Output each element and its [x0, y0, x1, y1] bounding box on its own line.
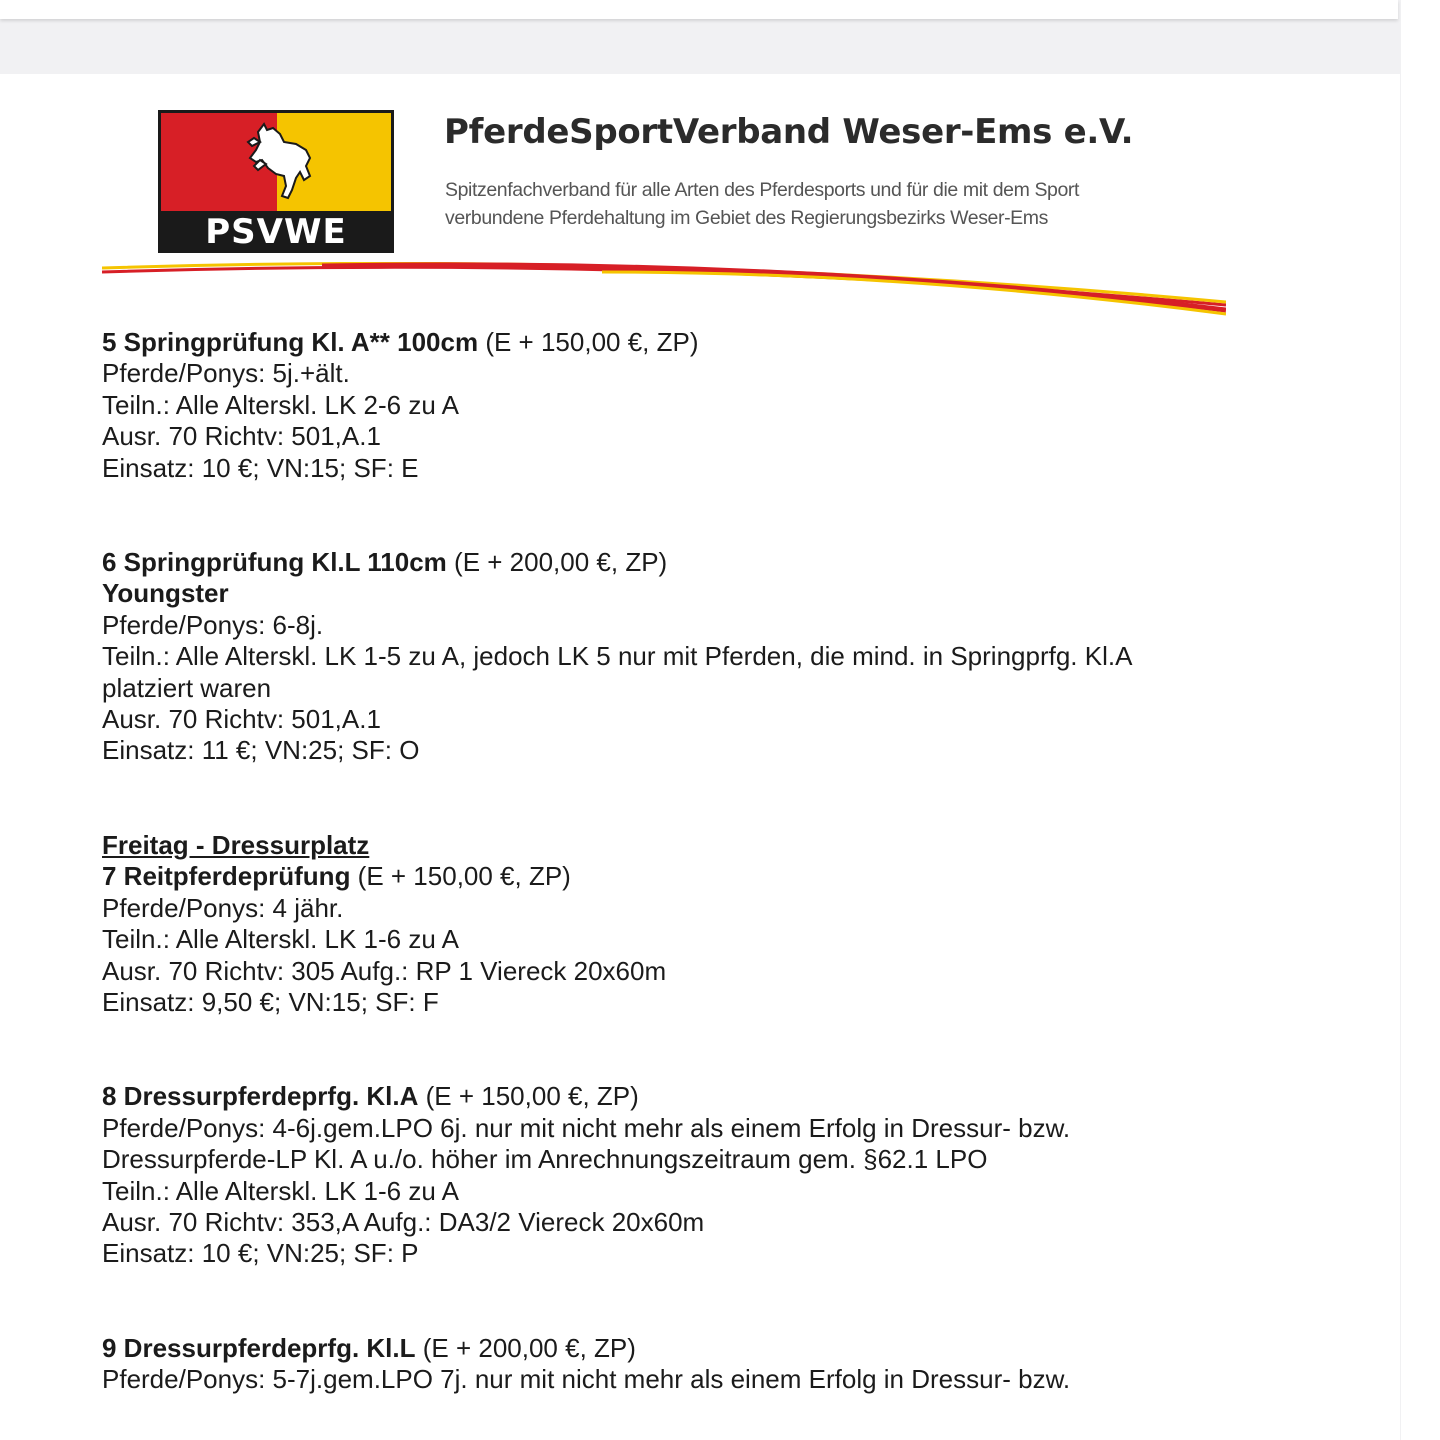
competition-detail: Ausr. 70 Richtv: 305 Aufg.: RP 1 Viereck 20x60m — [102, 955, 667, 986]
competition-detail: Ausr. 70 Richtv: 353,A Aufg.: DA3/2 Viereck 20x60m — [102, 1206, 705, 1237]
competition-detail: Teiln.: Alle Alterskl. LK 1-6 zu A — [102, 924, 459, 955]
competition-block — [102, 327, 1302, 484]
competition-subtitle: Youngster — [102, 578, 229, 609]
competition-detail: Teiln.: Alle Alterskl. LK 1-5 zu A, jedoch LK 5 nur mit Pferden, die mind. in Springprfg. Kl.A — [102, 641, 1133, 672]
competition-detail: Einsatz: 11 €; VN:25; SF: O — [102, 735, 420, 766]
competition-detail: platziert waren — [102, 672, 272, 703]
competition-block — [102, 1081, 1302, 1269]
competition-title: 8 Dressurpferdeprfg. Kl.A — [102, 1081, 419, 1112]
description-line: Spitzenfachverband für alle Arten des Pferdesports und für die mit dem Sport — [445, 179, 1080, 201]
competition-title-line — [102, 861, 1302, 892]
viewer-scroll-rail[interactable] — [1401, 0, 1440, 1440]
organization-name: PferdeSportVerband Weser-Ems e.V. — [444, 112, 1134, 152]
competition-detail: Pferde/Ponys: 5-7j.gem.LPO 7j. nur mit nicht mehr als einem Erfolg in Dressur- bzw. — [102, 1364, 1071, 1395]
viewer-top-bar — [0, 0, 1398, 19]
competition-title: 7 Reitpferdeprüfung — [102, 861, 351, 892]
competition-detail: Ausr. 70 Richtv: 501,A.1 — [102, 421, 381, 452]
competition-block — [102, 547, 1302, 767]
header-swoosh-divider — [102, 262, 1226, 318]
competition-detail: Einsatz: 9,50 €; VN:15; SF: F — [102, 986, 439, 1017]
competition-prize: (E + 200,00 €, ZP) — [415, 1332, 636, 1363]
competition-title: 6 Springprüfung Kl.L 110cm — [102, 547, 447, 578]
competition-prize: (E + 150,00 €, ZP) — [478, 327, 699, 357]
description-line: verbundene Pferdehaltung im Gebiet des Regierungsbezirks Weser-Ems — [445, 207, 1048, 229]
competition-title-line — [102, 547, 1302, 578]
competition-block — [102, 861, 1302, 1018]
section-heading: Freitag - Dressurplatz — [102, 829, 370, 860]
competition-block — [102, 1333, 1302, 1396]
competition-prize: (E + 150,00 €, ZP) — [418, 1081, 639, 1112]
competition-title: 9 Dressurpferdeprfg. Kl.L — [102, 1332, 416, 1363]
competition-title: 5 Springprüfung Kl. A** 100cm — [102, 327, 479, 357]
psvwe-logo — [158, 110, 394, 253]
competition-title-line — [102, 327, 1302, 358]
competition-prize: (E + 200,00 €, ZP) — [446, 547, 668, 578]
competition-detail: Einsatz: 10 €; VN:25; SF: P — [102, 1238, 419, 1269]
competition-detail: Teiln.: Alle Alterskl. LK 1-6 zu A — [102, 1175, 459, 1206]
organization-description — [445, 176, 1205, 232]
competition-detail: Pferde/Ponys: 4 jähr. — [102, 892, 344, 923]
competition-detail: Ausr. 70 Richtv: 501,A.1 — [102, 704, 381, 735]
competition-prize: (E + 150,00 €, ZP) — [350, 861, 571, 892]
competition-detail: Pferde/Ponys: 5j.+ält. — [102, 358, 350, 389]
logo-wordmark: PSVWE — [205, 212, 347, 252]
competition-detail: Dressurpferde-LP Kl. A u./o. höher im Anrechnungszeitraum gem. §62.1 LPO — [102, 1144, 988, 1175]
document-page — [0, 74, 1400, 1440]
rearing-horse-icon — [240, 120, 316, 200]
competition-title-line — [102, 1333, 1302, 1364]
competition-detail: Einsatz: 10 €; VN:15; SF: E — [102, 452, 419, 483]
competition-title-line — [102, 1081, 1302, 1112]
competition-detail: Teiln.: Alle Alterskl. LK 2-6 zu A — [102, 389, 459, 420]
competition-detail: Pferde/Ponys: 6-8j. — [102, 609, 324, 640]
competition-detail: Pferde/Ponys: 4-6j.gem.LPO 6j. nur mit nicht mehr als einem Erfolg in Dressur- bzw. — [102, 1112, 1071, 1143]
document-body — [102, 327, 1302, 1396]
